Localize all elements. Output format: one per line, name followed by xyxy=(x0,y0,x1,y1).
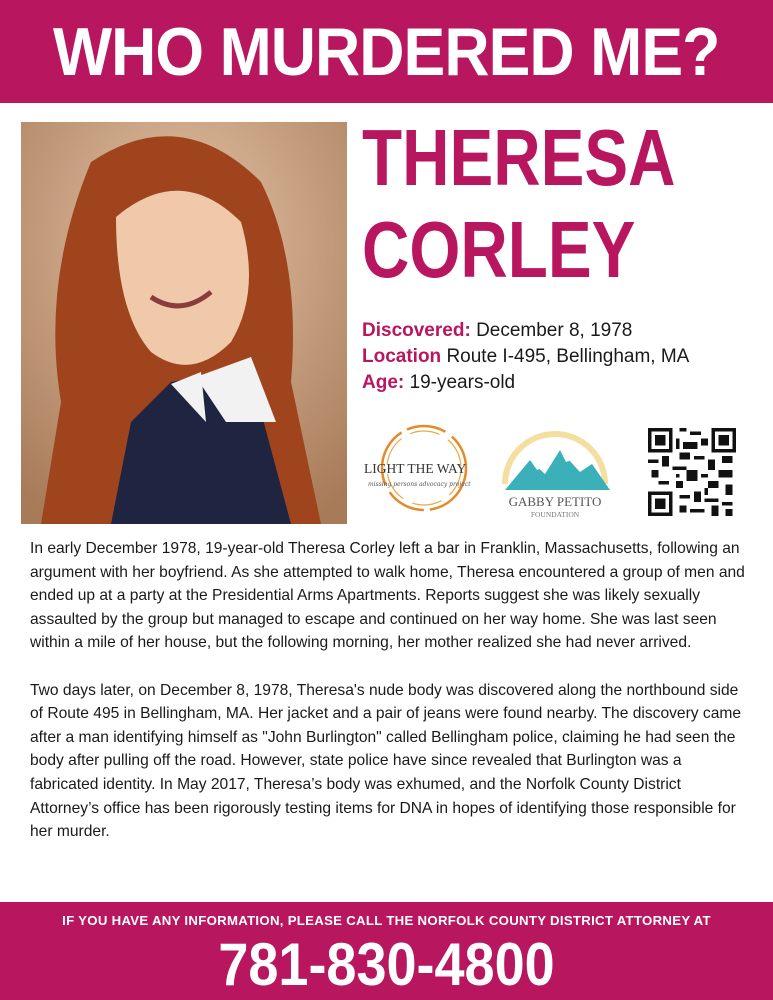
victim-name xyxy=(362,112,690,296)
gabby-petito-logo xyxy=(490,422,620,522)
qr-code-icon[interactable] xyxy=(648,428,736,516)
poster-title: WHO MURDERED ME? xyxy=(53,13,720,90)
call-instructions: IF YOU HAVE ANY INFORMATION, PLEASE CALL THE NORFOLK COUNTY DISTRICT ATTORNEY AT xyxy=(62,913,711,928)
fact-label: Discovered: xyxy=(362,320,471,341)
case-facts xyxy=(362,318,762,396)
ltw-title: LIGHT THE WAY xyxy=(364,461,467,476)
victim-first-name: THERESA xyxy=(362,113,676,202)
fact-label: Location xyxy=(362,346,442,367)
fact-age xyxy=(362,370,762,396)
gp-subtitle: FOUNDATION xyxy=(530,510,580,519)
fact-value: 19-years-old xyxy=(409,372,516,393)
story-paragraph: In early December 1978, 19-year-old Theresa Corley left a bar in Franklin, Massachusetts, following an argument with her boyfriend. As she attempted to walk home, Theresa encountered a group of men and ended up at a party at the Presidential Arms Apartments. Reports suggest she was likely sexually assaulted by the group but managed to escape and continued on her way home. She was last seen within a mile of her house, but the following morning, her mother realized she had never arrived. xyxy=(30,540,745,652)
ltw-tagline: missing persons advocacy project xyxy=(368,481,471,488)
victim-last-name: CORLEY xyxy=(362,205,636,294)
story-paragraph: Two days later, on December 8, 1978, Theresa's nude body was discovered along the northbound side of Route 495 in Bellingham, MA. Her jacket and a pair of jeans were found nearby. The discovery came after a man identifying himself as "John Burlington" called Bellingham police, claiming he had seen the body after pulling off the road. However, state police have since revealed that Burlington was a fabricated identity. In May 2017, Theresa’s body was exhumed, and the Norfolk County District Attorney’s office has been rigorously testing items for DNA in hopes of identifying those responsible for her murder. xyxy=(30,681,742,841)
case-story xyxy=(30,537,750,844)
tip-phone-number[interactable]: 781-830-4800 xyxy=(218,931,555,998)
gp-title: GABBY PETITO xyxy=(508,494,602,509)
light-the-way-logo xyxy=(362,418,482,523)
sponsor-logos xyxy=(362,418,762,523)
fact-location xyxy=(362,344,762,370)
fact-label: Age: xyxy=(362,372,405,393)
top-banner xyxy=(0,0,773,103)
fact-value: December 8, 1978 xyxy=(476,320,633,341)
victim-photo xyxy=(21,122,347,524)
fact-discovered xyxy=(362,318,762,344)
fact-value: Route I-495, Bellingham, MA xyxy=(446,346,690,367)
bottom-banner xyxy=(0,902,773,1000)
